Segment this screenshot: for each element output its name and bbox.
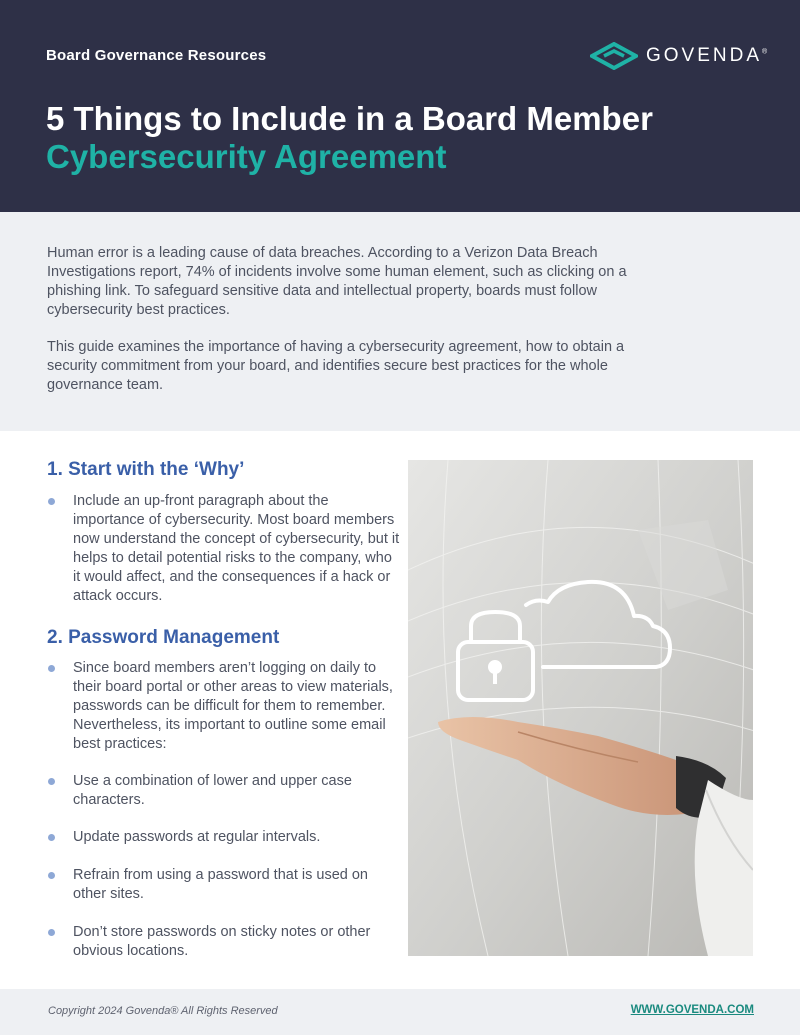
section-title-why: 1. Start with the ‘Why’ (47, 459, 245, 480)
hand-cloud-lock-illustration (408, 460, 753, 956)
bullet-why-text: Include an up-front paragraph about the importance of cybersecurity. Most board members now understand the concept of cybersecurity, but it helps to detail potential risks to the company, who it would affect, and the consequences if a hack or attack occurs. (73, 493, 400, 604)
bullet-icon (48, 834, 55, 841)
bullet-icon (48, 929, 55, 936)
header-banner (0, 0, 800, 212)
bullet-icon (48, 872, 55, 879)
bullet-icon (48, 665, 55, 672)
bullet-password-reuse: Refrain from using a password that is used on other sites. (73, 867, 368, 902)
section-title-password: 2. Password Management (47, 627, 280, 648)
copyright-text: Copyright 2024 Govenda® All Rights Reserved (48, 1005, 278, 1017)
bullet-password-storage: Don’t store passwords on sticky notes or other obvious locations. (73, 924, 371, 959)
bullet-icon (48, 498, 55, 505)
bullet-password-update: Update passwords at regular intervals. (73, 829, 321, 845)
intro-paragraph-2: This guide examines the importance of having a cybersecurity agreement, how to obtain a security commitment from your board, and identifies secure best practices for the whole governance team. (47, 339, 625, 393)
logo-registered-mark: ® (762, 48, 768, 56)
govenda-logo-icon (590, 42, 638, 70)
title-main: 5 Things to Include in a Board Member (46, 100, 653, 137)
title-accent: Cybersecurity Agreement (46, 138, 447, 175)
eyebrow-text: Board Governance Resources (46, 47, 267, 64)
footer (0, 989, 800, 1035)
logo-text (646, 45, 767, 67)
page-title (46, 100, 686, 176)
govenda-logo[interactable] (590, 42, 767, 70)
cybersecurity-photo (408, 460, 753, 956)
bullet-icon (48, 778, 55, 785)
bullet-password-intro: Since board members aren’t logging on daily to their board portal or other areas to view materials, passwords can be difficult for them to remember. Nevertheless, its important to outline some email best practices: (73, 660, 393, 752)
bullet-password-case: Use a combination of lower and upper case characters. (73, 773, 352, 808)
website-link[interactable]: WWW.GOVENDA.COM (630, 1004, 754, 1016)
intro-paragraph-1: Human error is a leading cause of data breaches. According to a Verizon Data Breach Investigations report, 74% of incidents involve some human element, such as clicking on a phishing link. To safeguard sensitive data and intellectual property, boards must follow cybersecurity best practices. (47, 245, 627, 318)
intro-section (0, 212, 800, 431)
logo-wordmark: GOVENDA (646, 45, 763, 66)
